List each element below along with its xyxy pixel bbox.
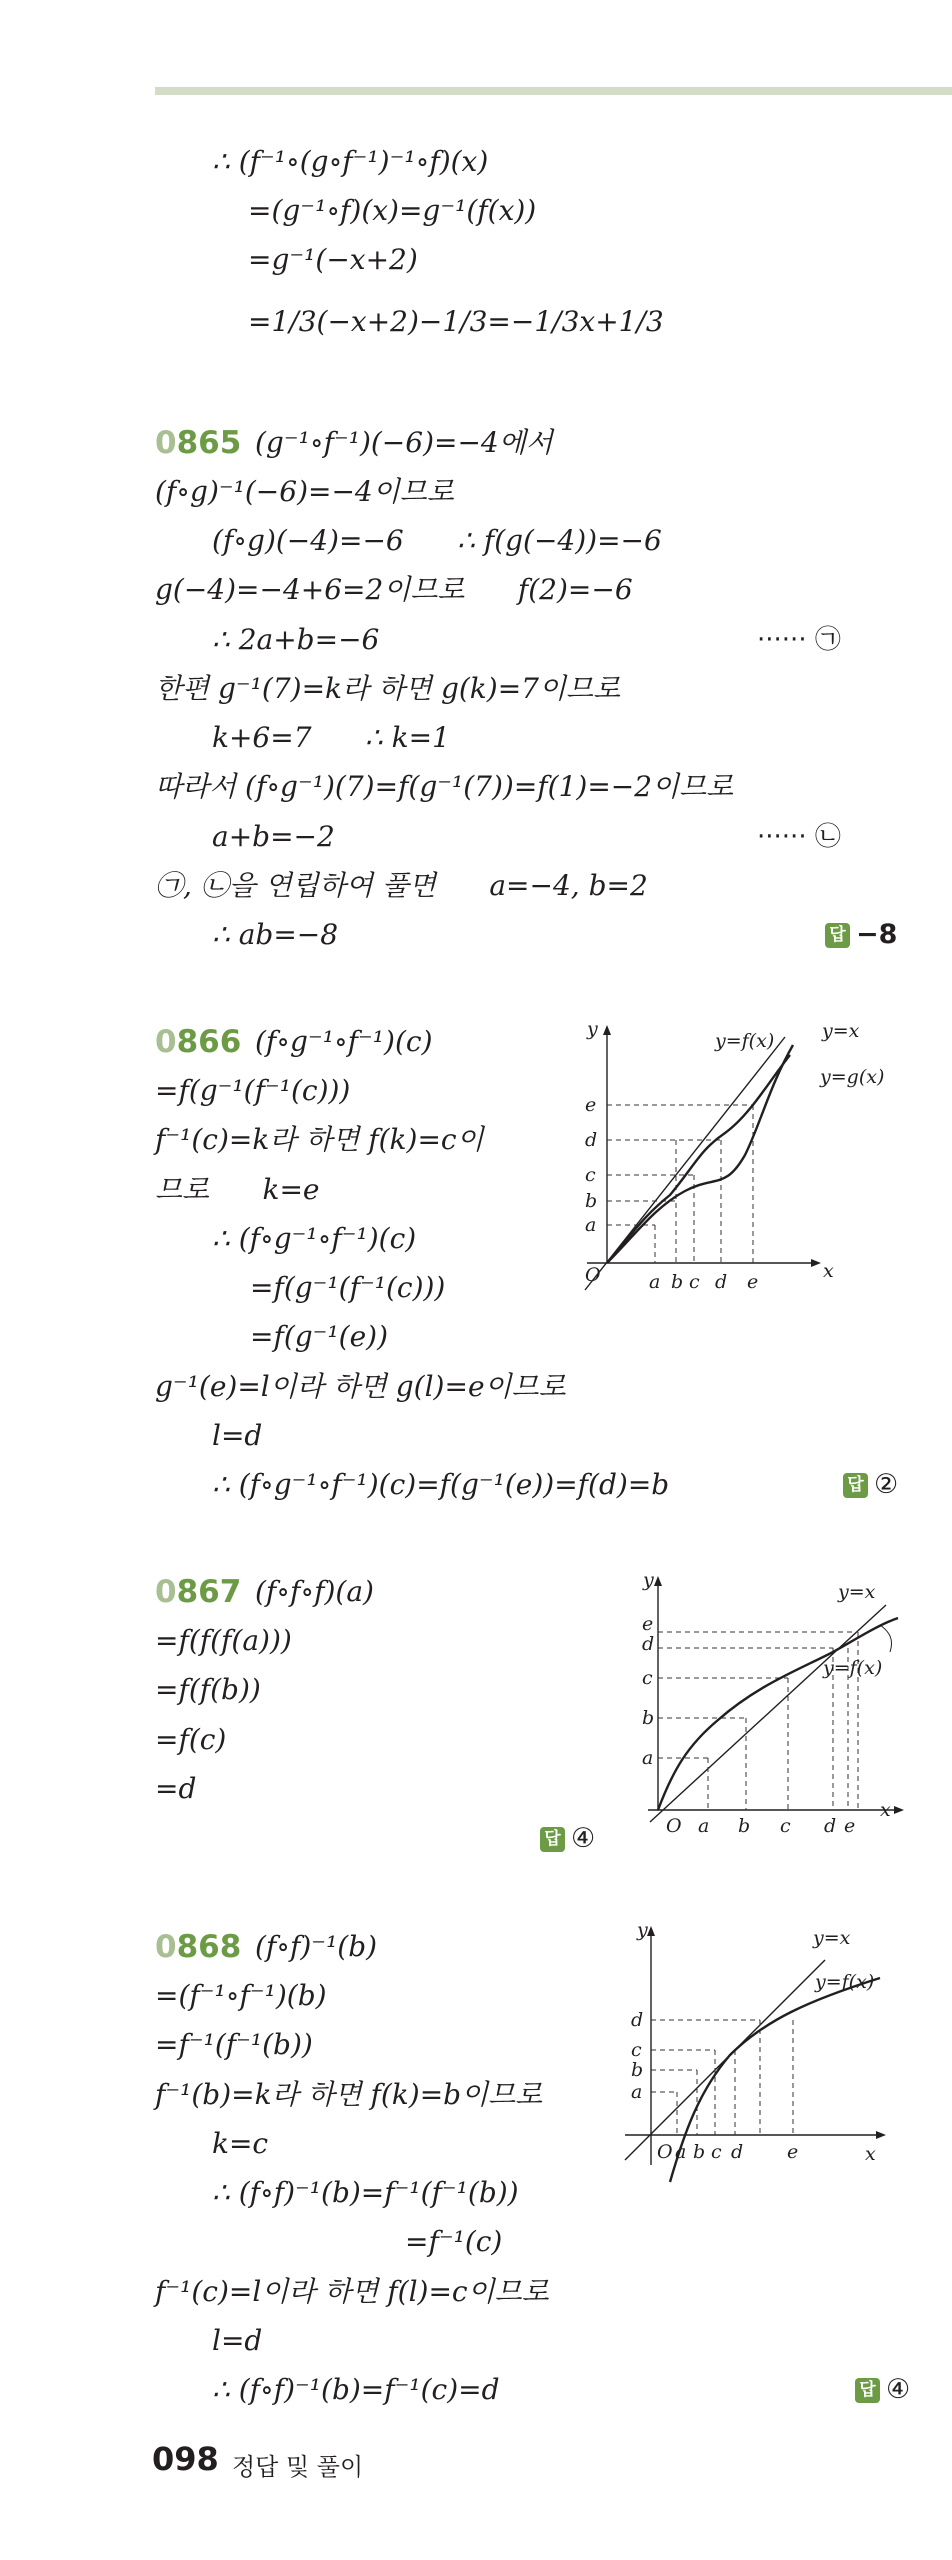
page-number: 098 [152, 2440, 219, 2478]
line-label: y=x [838, 1581, 876, 1603]
y-tick-b: b [642, 1707, 655, 1729]
x-axis-label: x [823, 1260, 834, 1282]
line-label: y=x [822, 1020, 860, 1042]
answer-badge: 답 [855, 2378, 880, 2403]
line-label: y=x [813, 1927, 851, 1949]
solution-line: k+6=7 ∴ k=1 [212, 721, 450, 754]
solution-line: ㉠, ㉡을 연립하여 풀면 a=−4, b=2 [155, 869, 648, 902]
solution-line: =f(c) [155, 1723, 227, 1756]
y-axis-label: y [587, 1018, 598, 1040]
problem-number: 0865 [155, 425, 242, 461]
x-tick-e: e [844, 1815, 856, 1837]
footer-section-title: 정답 및 풀이 [232, 2453, 364, 2481]
x-tick-a: a [649, 1271, 661, 1293]
graph-0866 [575, 1015, 915, 1305]
solution-line: (f∘g)(−4)=−6 ∴ f(g(−4))=−6 [212, 524, 662, 557]
origin-label: O [657, 2141, 673, 2163]
x-tick-e: e [787, 2141, 799, 2163]
answer-badge: 답 [540, 1827, 565, 1852]
solution-line: (f∘g⁻¹∘f⁻¹)(c) [255, 1025, 433, 1058]
y-tick-c: c [585, 1164, 596, 1186]
curve-f-label: y=f(x) [823, 1657, 883, 1679]
solution-line: =f(f(b)) [155, 1673, 261, 1706]
y-tick-b: b [585, 1190, 598, 1212]
x-tick-a: a [675, 2141, 687, 2163]
solution-line: =(f⁻¹∘f⁻¹)(b) [155, 1979, 327, 2012]
y-tick-e: e [585, 1094, 597, 1116]
solution-line: =g⁻¹(−x+2) [248, 243, 418, 276]
y-tick-c: c [631, 2039, 642, 2061]
x-axis-label: x [880, 1799, 891, 1821]
answer-value: ④ [571, 1823, 596, 1854]
solution-line: a+b=−2 [212, 820, 335, 853]
solution-line: =f⁻¹(f⁻¹(b)) [155, 2028, 313, 2061]
y-tick-e: e [642, 1613, 654, 1635]
solution-line: 므로 k=e [155, 1173, 320, 1206]
solution-line: ∴ (f∘f)⁻¹(b)=f⁻¹(f⁻¹(b)) [212, 2176, 519, 2209]
x-tick-b: b [671, 1271, 684, 1293]
curve-f-label: y=f(x) [715, 1030, 775, 1052]
x-tick-b: b [738, 1815, 751, 1837]
solution-line: f⁻¹(c)=l이라 하면 f(l)=c이므로 [155, 2275, 549, 2308]
solution-line: =(g⁻¹∘f)(x)=g⁻¹(f(x)) [248, 194, 537, 227]
x-tick-d: d [731, 2141, 744, 2163]
curve-g-label: y=g(x) [820, 1066, 885, 1088]
solution-line: ∴ (f∘f)⁻¹(b)=f⁻¹(c)=d [212, 2373, 500, 2406]
solution-line: ∴ (f∘g⁻¹∘f⁻¹)(c)=f(g⁻¹(e))=f(d)=b [212, 1468, 670, 1501]
x-tick-d: d [824, 1815, 837, 1837]
equation-marker-1: ······ ㉠ [757, 625, 841, 655]
solution-line: (f∘g)⁻¹(−6)=−4이므로 [155, 475, 454, 508]
solution-line: f⁻¹(c)=k라 하면 f(k)=c이 [155, 1123, 484, 1156]
solution-line: ∴ 2a+b=−6 [212, 623, 380, 656]
solution-line: g(−4)=−4+6=2이므로 f(2)=−6 [155, 573, 633, 606]
answer [855, 2373, 910, 2407]
solution-line: (f∘f)⁻¹(b) [255, 1930, 378, 1963]
problem-number: 0867 [155, 1574, 242, 1610]
answer-value: ② [874, 1469, 899, 1500]
problem-number: 0868 [155, 1929, 242, 1965]
top-divider-bar [155, 87, 952, 95]
solution-line: (g⁻¹∘f⁻¹)(−6)=−4에서 [255, 426, 553, 459]
x-tick-d: d [715, 1271, 728, 1293]
solution-line: f⁻¹(b)=k라 하면 f(k)=b이므로 [155, 2078, 543, 2111]
solution-line: (f∘f∘f)(a) [255, 1575, 374, 1608]
x-tick-b: b [693, 2141, 706, 2163]
x-tick-c: c [689, 1271, 700, 1293]
x-tick-c: c [780, 1815, 791, 1837]
y-tick-b: b [631, 2059, 644, 2081]
problem-number: 0866 [155, 1024, 242, 1060]
solution-line: g⁻¹(e)=l이라 하면 g(l)=e이므로 [155, 1370, 566, 1403]
graph-0867 [628, 1570, 928, 1835]
y-tick-d: d [631, 2009, 644, 2031]
curve-f-label: y=f(x) [815, 1971, 875, 1993]
solution-line: 따라서 (f∘g⁻¹)(7)=f(g⁻¹(7))=f(1)=−2이므로 [155, 770, 734, 803]
y-tick-a: a [642, 1747, 654, 1769]
answer-value: ④ [886, 2374, 911, 2405]
solution-line: =f⁻¹(c) [405, 2225, 503, 2258]
solution-line: =d [155, 1772, 197, 1805]
solution-line: =f(g⁻¹(f⁻¹(c))) [250, 1271, 446, 1304]
solution-line: l=d [212, 2324, 263, 2357]
solution-line: ∴ (f⁻¹∘(g∘f⁻¹)⁻¹∘f)(x) [212, 145, 489, 178]
answer-value: −8 [856, 919, 898, 950]
y-axis-label: y [637, 1919, 648, 1941]
graph-0868 [615, 1920, 915, 2185]
y-tick-d: d [585, 1129, 598, 1151]
solution-line: =f(f(f(a))) [155, 1624, 292, 1657]
x-tick-a: a [698, 1815, 710, 1837]
answer [843, 1468, 898, 1502]
solution-line: k=c [212, 2127, 269, 2160]
x-axis-label: x [865, 2143, 876, 2165]
y-tick-a: a [585, 1214, 597, 1236]
origin-label: O [666, 1815, 682, 1837]
origin-label: O [585, 1264, 601, 1286]
answer-badge: 답 [843, 1473, 868, 1498]
equation-marker-2: ······ ㉡ [757, 822, 841, 852]
solution-line: ∴ (f∘g⁻¹∘f⁻¹)(c) [212, 1222, 417, 1255]
solution-line: ∴ ab=−8 [212, 918, 339, 951]
solution-line: =f(g⁻¹(f⁻¹(c))) [155, 1074, 351, 1107]
solution-line: =f(g⁻¹(e)) [250, 1320, 389, 1353]
solution-line: =1/3(−x+2)−1/3=−1/3x+1/3 [248, 305, 664, 338]
x-tick-e: e [747, 1271, 759, 1293]
y-tick-c: c [642, 1667, 653, 1689]
solution-line: 한편 g⁻¹(7)=k라 하면 g(k)=7이므로 [155, 672, 621, 705]
y-tick-a: a [631, 2081, 643, 2103]
solution-line: l=d [212, 1419, 263, 1452]
y-axis-label: y [643, 1569, 654, 1591]
answer-badge: 답 [825, 923, 850, 948]
x-tick-c: c [711, 2141, 722, 2163]
y-tick-d: d [642, 1633, 655, 1655]
answer [540, 1822, 595, 1856]
answer [825, 918, 897, 952]
